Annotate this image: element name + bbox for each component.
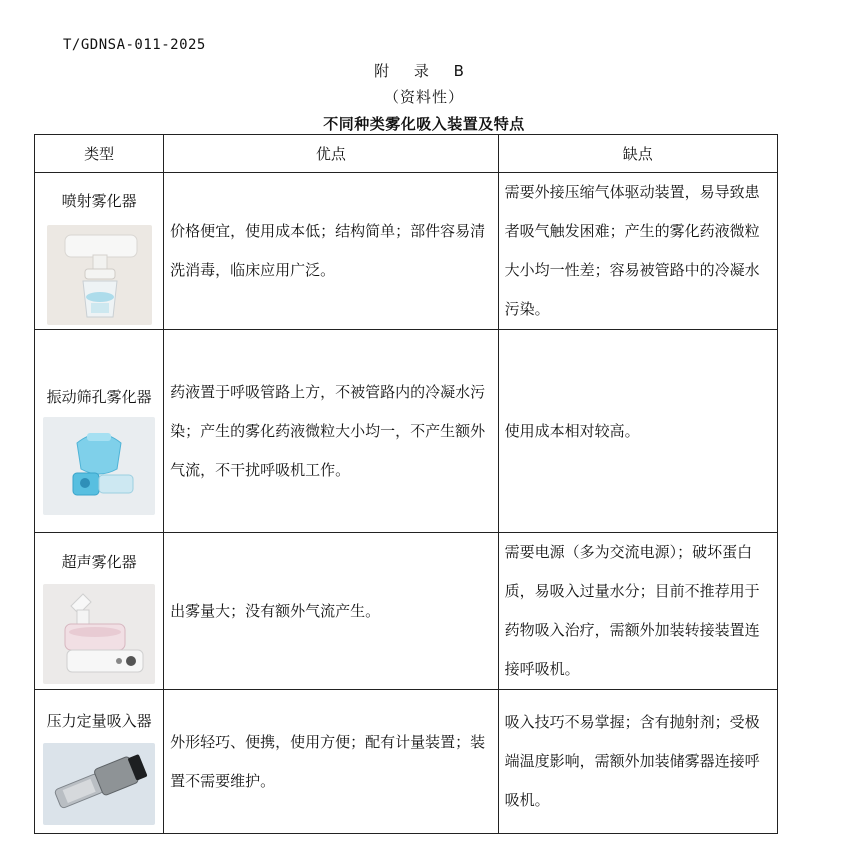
nebulizer-comparison-table bbox=[34, 134, 778, 834]
type-name: 压力定量吸入器 bbox=[46, 711, 152, 730]
type-cell bbox=[35, 690, 164, 834]
appendix-label: 附 录 B bbox=[374, 62, 474, 80]
pros-cell bbox=[164, 690, 498, 834]
table-row bbox=[35, 533, 778, 690]
cons-text: 需要电源（多为交流电源）；破坏蛋白质，易吸入过量水分；目前不推荐用于药物吸入治疗，需额外加装转接装置连接呼吸机。 bbox=[504, 543, 760, 678]
type-name: 超声雾化器 bbox=[61, 553, 137, 571]
cons-cell bbox=[498, 173, 777, 330]
pros-cell bbox=[164, 330, 498, 533]
appendix-nature: （资料性） bbox=[383, 88, 464, 106]
pros-text: 外形轻巧、便携，使用方便；配有计量装置；装置不需要维护。 bbox=[170, 732, 486, 790]
header-cons: 缺点 bbox=[498, 135, 777, 173]
type-cell bbox=[35, 330, 164, 533]
cons-text: 使用成本相对较高。 bbox=[504, 421, 640, 440]
table-row bbox=[35, 330, 778, 533]
cons-cell bbox=[498, 533, 777, 690]
document-code: T/GDNSA-011-2025 bbox=[63, 37, 206, 53]
pros-text: 药液置于呼吸管路上方，不被管路内的冷凝水污染；产生的雾化药液微粒大小均一，不产生额外气流，不干扰呼吸机工作。 bbox=[170, 382, 486, 479]
cons-cell bbox=[498, 690, 777, 834]
pros-text: 价格便宜，使用成本低；结构简单；部件容易清洗消毒，临床应用广泛。 bbox=[170, 222, 486, 279]
vibrating-mesh-nebulizer-photo bbox=[43, 417, 155, 515]
table-title: 不同种类雾化吸入装置及特点 bbox=[323, 115, 525, 133]
table-header-row bbox=[35, 135, 778, 173]
type-name: 喷射雾化器 bbox=[61, 192, 137, 210]
header-pros: 优点 bbox=[164, 135, 498, 173]
table-row bbox=[35, 173, 778, 330]
type-name: 振动筛孔雾化器 bbox=[46, 388, 152, 406]
cons-text: 需要外接压缩气体驱动装置，易导致患者吸气触发困难；产生的雾化药液微粒大小均一性差；容易被管路中的冷凝水污染。 bbox=[504, 183, 760, 318]
metered-dose-inhaler-photo bbox=[43, 743, 155, 825]
cons-cell bbox=[498, 330, 777, 533]
pros-cell bbox=[164, 173, 498, 330]
pros-text: 出雾量大；没有额外气流产生。 bbox=[170, 601, 381, 620]
table-row bbox=[35, 690, 778, 834]
pros-cell bbox=[164, 533, 498, 690]
cons-text: 吸入技巧不易掌握；含有抛射剂；受极端温度影响，需额外加装储雾器连接呼吸机。 bbox=[504, 713, 760, 809]
type-cell bbox=[35, 533, 164, 690]
type-cell bbox=[35, 173, 164, 330]
header-type: 类型 bbox=[35, 135, 164, 173]
ultrasonic-nebulizer-photo bbox=[43, 584, 155, 684]
jet-nebulizer-photo bbox=[47, 225, 152, 325]
